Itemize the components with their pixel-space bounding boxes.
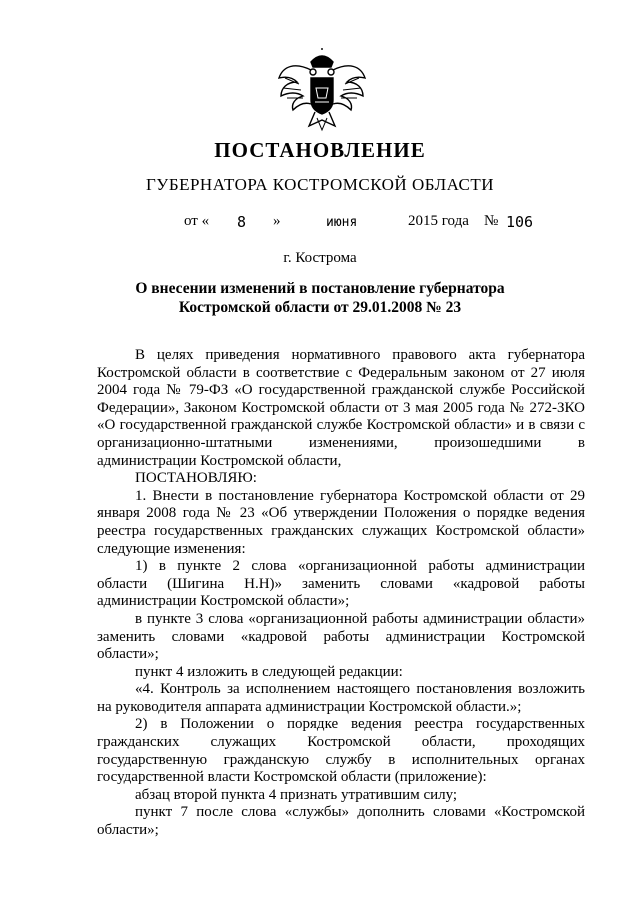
city: г. Кострома (283, 250, 357, 266)
document-title: ПОСТАНОВЛЕНИЕ (214, 138, 426, 162)
paragraph: 1) в пункте 2 слова «организационной работы администрации области (Шигина Н.Н)» заменить словами «кадровой работы администрации Костромской области»; (97, 558, 585, 610)
paragraph: ПОСТАНОВЛЯЮ: (135, 470, 257, 487)
paragraph: пункт 4 изложить в следующей редакции: (135, 663, 403, 680)
date-year: 2015 года (408, 213, 469, 229)
document-heading (0, 279, 640, 317)
paragraph: 2) в Положении о порядке ведения реестра государственных гражданских служащих Костромской области, проходящих государственную гражданскую службу в исполнительных органах государственной власти Костромской области (приложение): (97, 716, 585, 786)
date-month: июня (326, 215, 358, 230)
document-body (97, 347, 585, 840)
paragraph: в пункте 3 слова «организационной работы администрации области» заменить словами «кадровой работы администрации Костромской области»; (97, 610, 585, 663)
date-line (0, 213, 640, 235)
paragraph: В целях приведения нормативного правового акта губернатора Костромской области в соответствие с Федеральным законом от 27 июля 2004 года № 79-ФЗ «О государственной гражданской службе Российской Федерации», Законом Костромской области от 3 мая 2005 года № 272-ЗКО «О государственной гражданской службе Костромской области» и в связи с организационно-штатными изменениями, произошедшими в администрации Костромской области, (97, 347, 585, 469)
heading-line-2: Костромской области от 29.01.2008 № 23 (178, 299, 462, 316)
date-quote-close: » (273, 213, 281, 229)
paragraph: 1. Внести в постановление губернатора Костромской области от 29 января 2008 года № 23 «Об утверждении Положения о порядке ведения реестра государственных гражданских служащих Костромской области» следующие изменения: (97, 487, 585, 557)
number-label: № (484, 213, 499, 229)
paragraph: пункт 7 после слова «службы» дополнить словами «Костромской области»; (97, 804, 585, 839)
coat-of-arms-icon (273, 48, 371, 132)
paragraph: абзац второй пункта 4 признать утратившим силу; (135, 786, 458, 803)
heading-line-1: О внесении изменений в постановление губернатора (135, 280, 505, 297)
document-number: 106 (506, 213, 534, 231)
date-day: 8 (237, 213, 247, 231)
issuer-title: ГУБЕРНАТОРА КОСТРОМСКОЙ ОБЛАСТИ (145, 175, 495, 194)
paragraph: «4. Контроль за исполнением настоящего постановления возложить на руководителя аппарата администрации Костромской области.»; (97, 681, 585, 715)
date-prefix: от « (184, 213, 210, 229)
